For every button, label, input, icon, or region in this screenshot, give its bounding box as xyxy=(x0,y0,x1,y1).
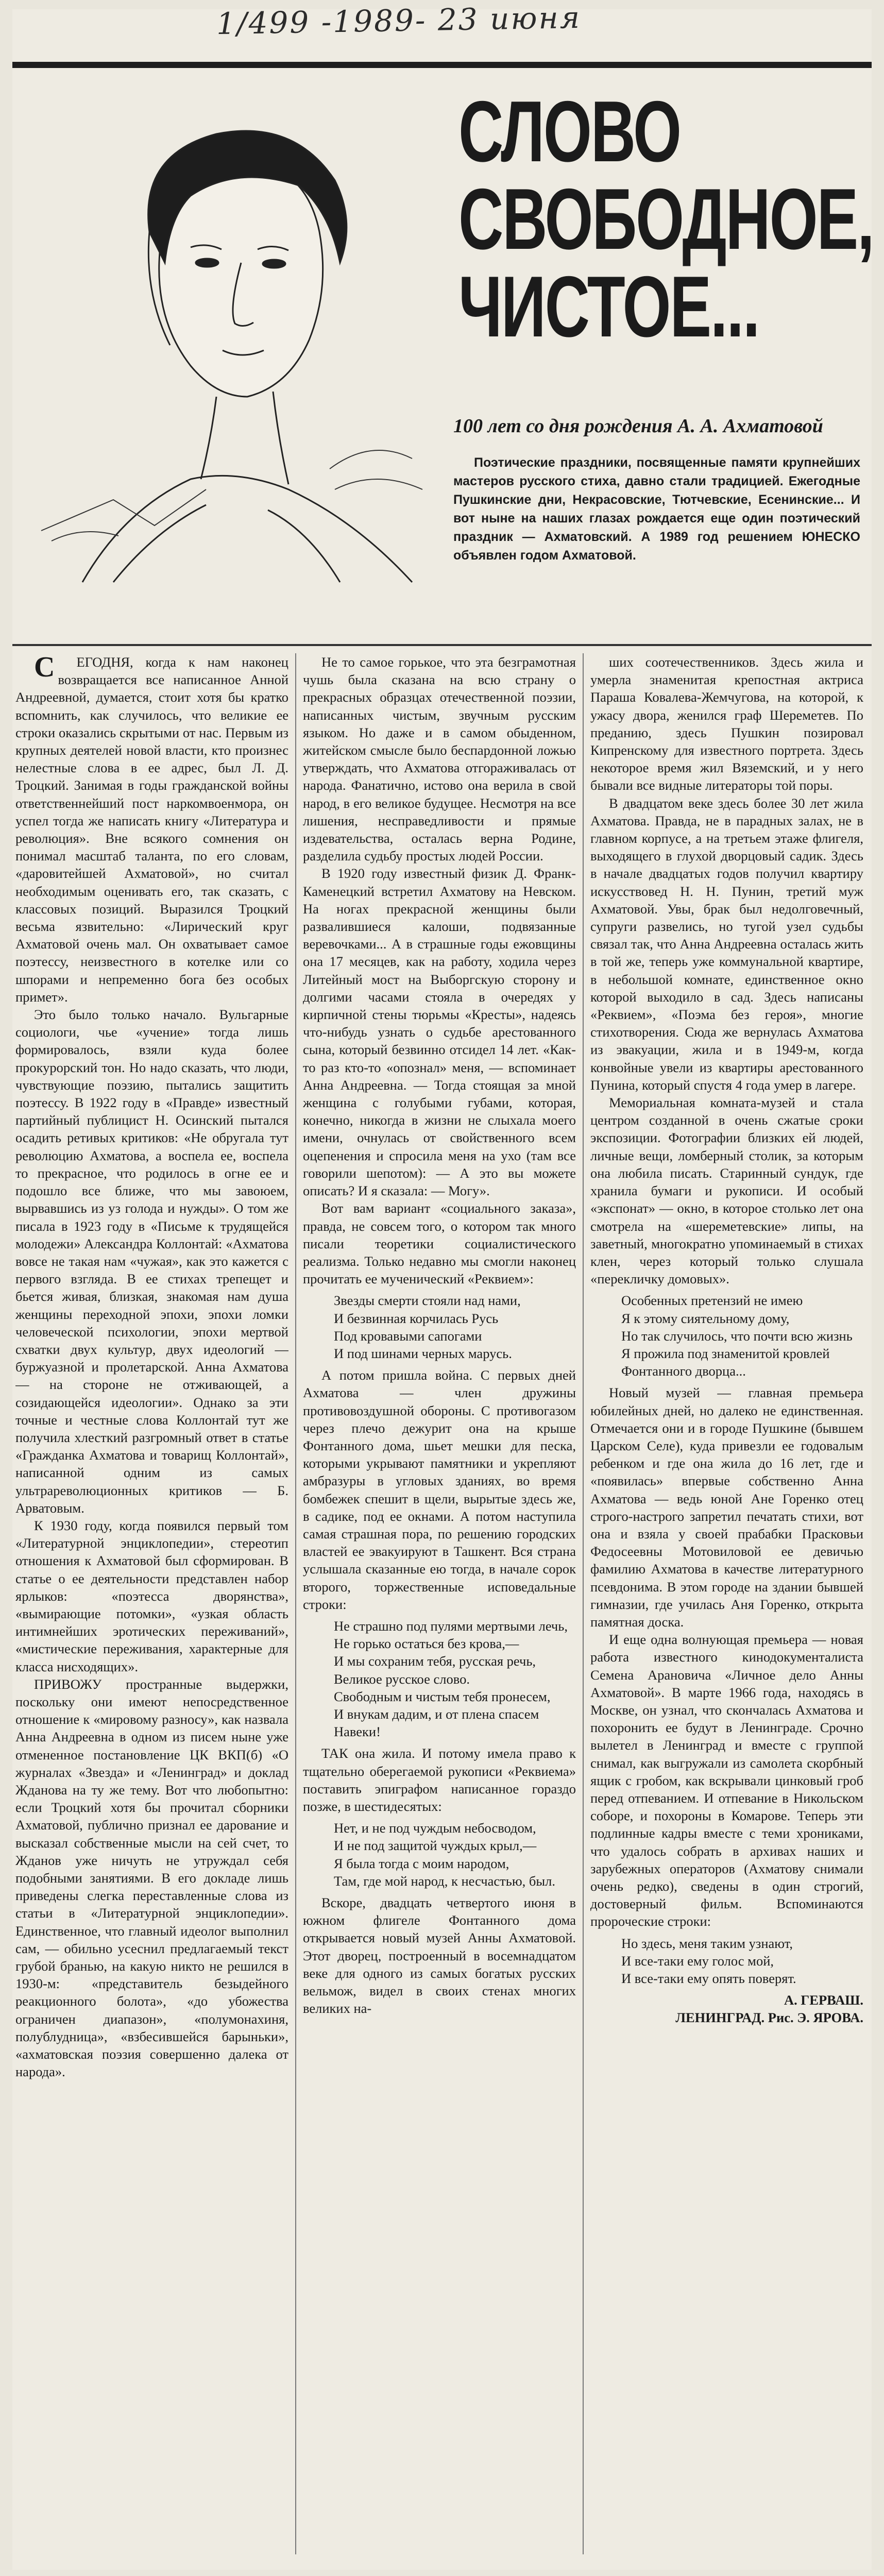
article-paragraph: Вот вам вариант «социального заказа», правда, не совсем того, о котором так много писали теоретики социалистического реализма. Только недавно мы смогли наконец прочитать ее мученический «Реквием»: xyxy=(303,1200,576,1287)
headline xyxy=(458,83,874,355)
poem-excerpt: Нет, и не под чуждым небосводом, И не под защитой чуждых крыл,— Я была тогда с моим народом, Там, где мой народ, к несчастью, был. xyxy=(334,1820,556,1889)
article-column-1 xyxy=(15,653,288,2560)
article-paragraph: ТАК она жила. И потому имела право к тщательно оберегаемой рукописи «Реквиема» поставить эпиграфом написанное гораздо позже, в шестидесятых: xyxy=(303,1745,576,1814)
article-paragraph: К 1930 году, когда появился первый том «Литературной энциклопедии», стереотип отношения к Ахматовой был сформирован. В статье о ее деятельности представлен набор ярлыков: «поэтесса дворянства», «вымирающие потомки», «узкая область интимнейших эротических переживаний», «мистические переживания, характерные для класса нисходящих». xyxy=(15,1517,288,1674)
article-paragraph: И еще одна волнующая премьера — новая работа известного кинодокументалиста Семена Арановича «Личное дело Анны Ахматовой». В марте 1966 года, находясь в Москве, он узнал, что скончалась Ахматова и похоронить ее будут в Ленинграде. Срочно вылетел в Ленинград и вместе с группой снимал, как выгружали из самолета скорбный ящик с гробом, как вскрывали цинковый гроб перед отпеванием. И отпевание в Никольском соборе, и похороны в Комарове. Теперь эти подлинные кадры вместе с теми хрониками, что удалось собрать в архивах наших и зарубежных операторов (Ахматову снимали очень редко), сведены в один строгий, достоверный фильм. Вспоминаются пророческие строки: xyxy=(590,1632,863,1929)
author-signature: А. ГЕРВАШ. ЛЕНИНГРАД. Рис. Э. ЯРОВА. xyxy=(675,1992,863,2026)
article-paragraph: В двадцатом веке здесь более 30 лет жила Ахматова. Правда, не в парадных залах, не в главном корпусе, а на третьем этаже флигеля, выходящего в глухой дворцовый садик. Здесь в начале двадцатых годов получил квартиру искусствовед Н. Н. Пунин, третий муж Ахматовой. Увы, брак был недолговечный, супруги развелись, но тугой узел судьбы связал так, что Анна Андреевна осталась жить в той же, теперь уже коммунальной квартире, в небольшой комнате, единственное окно которой выходило в сад. Здесь написаны «Реквием», «Поэма без героя», многие стихотворения. Сюда же вернулась Ахматова из эвакуации, жила и в 1949-м, когда конвойные увели из квартиры арестованного Пунина, который спустя 4 года умер в лагере. xyxy=(590,795,863,1093)
header-bar xyxy=(12,62,872,68)
article-paragraph: Новый музей — главная премьера юбилейных дней, но далеко не единственная. Отмечается они и в городе Пушкине (бывшем Царском Селе), куда привезли ее годовалым ребенком и где она жила до 16 лет, где и «появилась» впервые собственно Анна Ахматова — ведь юной Ане Горенко отец строго-настрого запретил печатать стихи, вот она и взяла у своей прабабки Прасковьи Федосеевны Мотовиловой ее девичью фамилию Ахматова в качестве литературного псевдонима. В этом городе на здании бывшей гимназии, где училась Аня Горенко, открыта памятная доска. xyxy=(590,1385,863,1630)
article-column-3 xyxy=(590,653,863,2560)
article-paragraph: Мемориальная комната-музей и стала центром созданной в очень сжатые сроки экспозиции. Фотографии близких ей людей, личные вещи, ломберный столик, за которым она любила писать. Старинный сундук, где хранила бумаги и рукописи. И особый «экспонат» — окно, в которое столько лет она смотрела на «шереметевские» липы, на заветный, многократно упоминаемый в стихах клен, через который только слушала «перекличку домовых». xyxy=(590,1095,863,1287)
section-divider xyxy=(12,644,872,646)
article-paragraph: Не то самое горькое, что эта безграмотная чушь была сказана на всю страну о прекрасных образцах отечественной поэзии, написанных чистым, звучным русским языком. Но даже и в самом обыденном, житейском смысле было беспардонной ложью утверждать, что Ахматова отгораживалась от народа. Фанатично, истово она верила в свой народ, в его великое будущее. Несмотря на все лишения, несправедливости и прямые издевательства, осталась верна Родине, разделила судьбу простых людей России. xyxy=(303,654,576,864)
subtitle: 100 лет со дня рождения А. А. Ахматовой xyxy=(453,415,823,437)
poem-excerpt: Но здесь, меня таким узнают, И все-таки ему голос мой, И все-таки ему опять поверят. xyxy=(621,1935,796,1987)
akhmatova-portrait-illustration xyxy=(21,77,433,592)
handwritten-date-note: 1/499 -1989- 23 июня xyxy=(216,0,582,42)
headline-line-2: СВОБОДНОЕ, xyxy=(458,171,874,267)
headline-line-1: СЛОВО xyxy=(458,83,681,180)
headline-line-3: ЧИСТОЕ... xyxy=(458,258,759,355)
article-paragraph: СЕГОДНЯ, когда к нам наконец возвращается все написанное Анной Андреевной, думается, стоит хотя бы кратко вспомнить, как случилось, что великие ее строки оказались скрытыми от нас. Первым из крупных деятелей новой власти, кто произнес нелестные слова в ее адрес, был Л. Д. Троцкий. Занимая в годы гражданской войны ответственнейший пост наркомвоенмора, он успел тогда же написать книгу «Литература и революция». Вне всякого сомнения он понимал масштаб таланта, по его словам, «даровитейшей Ахматовой», но считал необходимым оценивать его, так сказать, с классовых позиций. Выразился Троцкий весьма язвительно: «Лирический круг Ахматовой очень мал. Он охватывает самое поэтессу, неизвестного в котелке или со шпорами и непременно бога без особых примет». xyxy=(15,653,288,1005)
article-column-2 xyxy=(303,653,576,2560)
poem-excerpt: Не страшно под пулями мертвыми лечь, Не горько остаться без крова,— И мы сохраним тебя, русская речь, Великое русское слово. Свободным и чистым тебя пронесем, И внукам дадим, и от плена спасем Навеки! xyxy=(334,1618,568,1740)
column-divider xyxy=(295,653,296,2554)
column-divider xyxy=(583,653,584,2554)
poem-excerpt: Звезды смерти стояли над нами, И безвинная корчилась Русь Под кровавыми сапогами И под шинами черных марусь. xyxy=(334,1293,521,1361)
article-paragraph: Вскоре, двадцать четвертого июня в южном флигеле Фонтанного дома открывается новый музей Анны Ахматовой. Этот дворец, построенный в восемнадцатом веке для одного из самых богатых русских вельмож, видел в своих стенах многих великих на- xyxy=(303,1895,576,2016)
article-paragraph: ПРИВОЖУ пространные выдержки, поскольку они имеют непосредственное отношение к «мировому разносу», как назвала Анна Андреевна в одном из писем ныне уже отмененное постановление ЦК ВКП(б) «О журналах «Звезда» и «Ленинград» и доклад Жданова на ту же тему. Вот что любопытно: если Троцкий хотя бы прочитал сборники Ахматовой, публично признал ее дарование и высказал собственные мысли на сей счет, то Жданов уже ничуть не утруждал себя подобными занятиями. В его докладе лишь приведены слегка переставленные слова из статьи в «Литературной энциклопедии». Единственное, что главный идеолог выполнил сам, — обильно усеснил предлагаемый текст грубой бранью, на какую никто не решился в 1930-м: «представитель безыдейного реакционного болота», «до убожества ограничен диапазон», «полумонахиня, полублудница», «взбесившейся барыньки», «ахматовская поэзия совершенно далека от народа». xyxy=(15,1676,288,2080)
lead-paragraph: Поэтические праздники, посвященные памяти крупнейших мастеров русского стиха, давно стали традицией. Ежегодные Пушкинские дни, Некрасовские, Тютчевские, Есенинские... И вот ныне на наших глазах рождается еще один поэтический праздник — Ахматовский. А 1989 год решением ЮНЕСКО объявлен годом Ахматовой. xyxy=(453,455,860,563)
article-paragraph: ших соотечественников. Здесь жила и умерла знаменитая крепостная актриса Параша Ковалева-Жемчугова, на которой, к ужасу двора, женился граф Шереметев. По преданию, здесь Пушкин позировал Кипренскому для известного портрета. Здесь некоторое время жил Вяземский, и у него бывали все видные литераторы той поры. xyxy=(590,654,863,793)
article-paragraph: Это было только начало. Вульгарные социологи, чье «учение» тогда лишь формировалось, взяли куда более прокурорский тон. Но надо сказать, что люди, чувствующие поэзию, пытались защитить поэтессу. В 1922 году в «Правде» известный партийный публицист Н. Осинский пытался осадить ретивых критиков: «Не обругала тут революцию Ахматова, а воспела ее, воспела то прекрасное, что родилось в огне ее и подошло все ближе, что мы завоюем, вырвавшись из уз голода и нужды». О том же писала в 1923 году в «Письме к трудящейся молодежи» Александра Коллонтай: «Ахматова вовсе не такая нам «чужая», как это кажется с первого взгляда. В ее стихах трепещет и бьется живая, близкая, знакомая нам душа женщины переходной эпохи, эпохи ломки человеческой психологии, эпохи мертвой схватки двух культур, двух идеологий — буржуазной и пролетарской. Анна Ахматова — на стороне не отживающей, а созидающейся идеологии». Однако за эти точные и честные слова Коллонтай тут же получила хлесткий разгромный ответ в статье «Гражданка Ахматова и товарищ Коллонтай», написанной одним из самых ультрареволюционных критиков — Б. Арватовым. xyxy=(15,1007,288,1516)
article-paragraph: В 1920 году известный физик Д. Франк-Каменецкий встретил Ахматову на Невском. На ногах прекрасной женщины были развалившиеся калоши, подвязанные веревочками... А в страшные годы ежовщины она 17 месяцев, как на работу, ходила через Литейный мост на Выборгскую сторону и долгими часами стояла в очередях у кирпичной стены тюрьмы «Кресты», надеясь что-нибудь узнать о судьбе арестованного сына, который безвинно отсидел 14 лет. «Как-то раз кто-то «опознал» меня, — вспоминает Анна Андреевна. — Тогда стоящая за мной женщина с голубыми губами, которая, конечно, никогда в жизни не слыхала моего имени, очнулась от свойственного всем оцепенения и спросила меня на ухо (там все говорили шепотом): — А это вы можете описать? И я сказала: — Могу». xyxy=(303,866,576,1199)
article-paragraph: А потом пришла война. С первых дней Ахматова — член дружины противовоздушной обороны. С противогазом через плечо дежурит она на крыше Фонтанного дома, шьет мешки для песка, которыми укрывают памятники и укрепляют амбразуры в угловых зданиях, во время бомбежек спешит в щели, вырытые здесь же, в садике, под ее окнами. А потом наступила самая страшная пора, по решению городских властей ее эвакуируют в Ташкент. Вся страна услышала сказанные ею тогда, в начале сорок второго, торжественные исповедальные строки: xyxy=(303,1367,576,1612)
poem-excerpt: Особенных претензий не имею Я к этому сиятельному дому, Но так случилось, что почти всю жизнь Я прожила под знаменитой кровлей Фонтанного дворца... xyxy=(621,1293,853,1379)
